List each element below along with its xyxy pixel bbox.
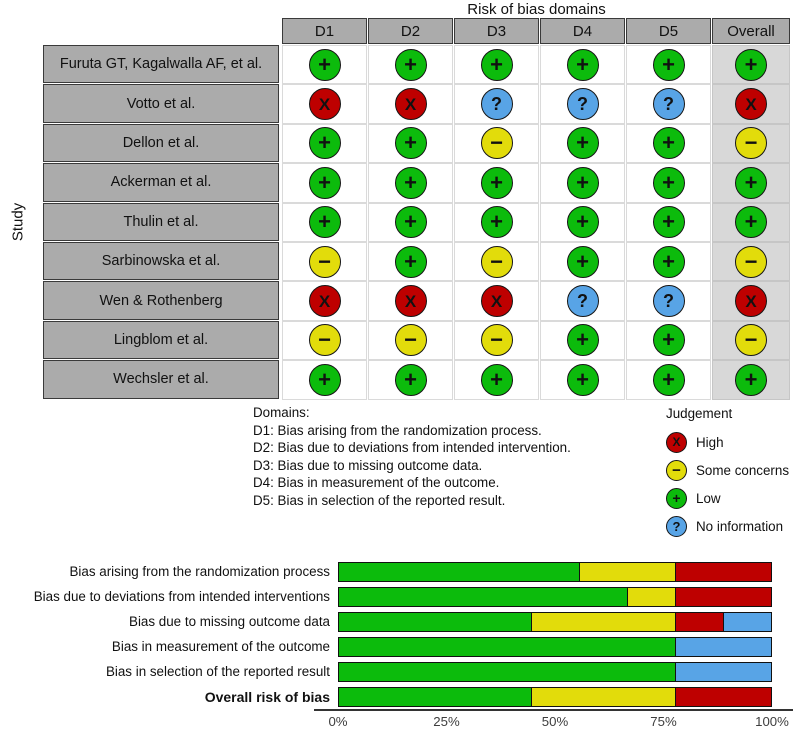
x-axis-tick-label: 100%: [755, 714, 789, 729]
judgement-symbol: ?: [663, 94, 674, 115]
judgement-cell: [626, 242, 711, 281]
judgement-symbol: +: [490, 51, 503, 77]
noinfo-judgement-circle: [653, 88, 685, 120]
low-judgement-circle: [481, 167, 513, 199]
low-judgement-circle: [567, 324, 599, 356]
low-judgement-circle: [395, 206, 427, 238]
judgement-symbol: +: [662, 248, 675, 274]
noinfo-judgement-circle: [567, 285, 599, 317]
low-legend-icon: [666, 488, 687, 509]
low-judgement-circle: [653, 167, 685, 199]
low-judgement-circle: [395, 49, 427, 81]
bar-category-label: Bias due to missing outcome data: [129, 614, 330, 629]
judgement-cell: [454, 124, 539, 163]
judgement-symbol: −: [744, 248, 758, 274]
judgement-symbol: +: [404, 366, 417, 392]
judgement-legend-items: [666, 428, 789, 540]
judgement-cell: [626, 124, 711, 163]
judgement-symbol: −: [490, 130, 503, 156]
judgement-symbol: +: [662, 169, 675, 195]
low-judgement-circle: [567, 49, 599, 81]
judgement-cell: [368, 242, 453, 281]
low-judgement-circle: [735, 167, 767, 199]
judgement-cell: [368, 360, 453, 399]
noinfo-judgement-circle: [567, 88, 599, 120]
judgement-legend-item: [666, 428, 789, 456]
judgement-cell: [712, 203, 790, 242]
bar-segment-concerns: [579, 563, 675, 581]
stacked-bar: [338, 587, 772, 607]
judgement-symbol: +: [672, 490, 681, 506]
judgement-symbol: X: [404, 291, 417, 311]
domains-legend-item: D4: Bias in measurement of the outcome.: [253, 475, 500, 490]
domains-legend-item: D5: Bias in selection of the reported result.: [253, 492, 506, 508]
judgement-cell: [454, 84, 539, 123]
judgement-cell: [368, 163, 453, 202]
bar-segment-low: [339, 613, 531, 631]
judgement-cell: [540, 45, 625, 84]
judgement-cell: [712, 321, 790, 360]
low-judgement-circle: [653, 127, 685, 159]
bar-category-label: Bias due to deviations from intended interventions: [33, 589, 330, 604]
judgement-legend-label: Low: [696, 490, 721, 506]
judgement-symbol: −: [490, 248, 503, 274]
judgement-symbol: X: [318, 291, 331, 311]
concerns-judgement-circle: [481, 127, 513, 159]
judgement-symbol: +: [490, 209, 503, 235]
judgement-symbol: −: [490, 327, 503, 353]
stacked-bar: [338, 612, 772, 632]
bar-segment-low: [339, 688, 531, 706]
stacked-bar: [338, 562, 772, 582]
x-axis-tick-label: 25%: [433, 714, 460, 729]
judgement-symbol: X: [745, 291, 757, 311]
high-judgement-circle: [395, 88, 427, 120]
judgement-symbol: +: [576, 130, 589, 156]
judgement-cell: [368, 203, 453, 242]
study-name: Thulin et al.: [43, 203, 279, 241]
concerns-judgement-circle: [735, 324, 767, 356]
bar-segment-noinfo: [675, 663, 771, 681]
low-judgement-circle: [395, 127, 427, 159]
bar-segment-concerns: [531, 688, 675, 706]
high-judgement-circle: [309, 88, 341, 120]
concerns-judgement-circle: [395, 324, 427, 356]
judgement-cell: [454, 360, 539, 399]
judgement-cell: [540, 360, 625, 399]
low-judgement-circle: [395, 167, 427, 199]
concerns-judgement-circle: [309, 324, 341, 356]
low-judgement-circle: [567, 246, 599, 278]
judgement-legend: [666, 406, 789, 540]
judgement-cell: [282, 84, 367, 123]
judgement-symbol: ?: [577, 94, 588, 115]
low-judgement-circle: [309, 364, 341, 396]
judgement-cell: [454, 321, 539, 360]
judgement-legend-title: Judgement: [666, 406, 733, 421]
judgement-symbol: X: [745, 94, 757, 114]
x-axis-tick-label: 50%: [541, 714, 569, 729]
domains-legend-item: D2: Bias due to deviations from intended intervention.: [253, 440, 571, 455]
study-name: Ackerman et al.: [43, 163, 279, 201]
judgement-cell: [712, 360, 790, 399]
judgement-cell: [368, 45, 453, 84]
low-judgement-circle: [653, 246, 685, 278]
judgement-cell: [626, 360, 711, 399]
concerns-judgement-circle: [735, 246, 767, 278]
judgement-symbol: −: [672, 461, 681, 479]
judgement-cell: [454, 242, 539, 281]
judgement-symbol: +: [576, 366, 589, 392]
judgement-symbol: +: [318, 366, 331, 392]
judgement-cell: [282, 242, 367, 281]
judgement-symbol: X: [672, 435, 681, 449]
study-name: Sarbinowska et al.: [43, 242, 279, 280]
judgement-cell: [712, 163, 790, 202]
judgement-cell: [712, 45, 790, 84]
judgement-cell: [626, 84, 711, 123]
judgement-cell: [540, 203, 625, 242]
study-name: Votto et al.: [43, 84, 279, 122]
judgement-symbol: +: [576, 327, 589, 353]
low-judgement-circle: [567, 167, 599, 199]
judgement-cell: [454, 163, 539, 202]
x-axis-tick-label: 0%: [328, 714, 348, 729]
judgement-symbol: +: [662, 51, 675, 77]
high-judgement-circle: [395, 285, 427, 317]
judgement-symbol: −: [744, 130, 758, 156]
high-legend-icon: [666, 432, 687, 453]
judgement-cell: [540, 124, 625, 163]
judgement-cell: [282, 124, 367, 163]
judgement-symbol: +: [662, 130, 675, 156]
judgement-symbol: +: [576, 169, 589, 195]
judgement-cell: [626, 321, 711, 360]
judgement-symbol: −: [404, 327, 417, 353]
bar-segment-low: [339, 563, 579, 581]
bar-category-label: Bias arising from the randomization process: [69, 564, 330, 579]
judgement-cell: [540, 321, 625, 360]
judgement-symbol: ?: [491, 94, 502, 115]
judgement-cell: [282, 321, 367, 360]
judgement-cell: [712, 124, 790, 163]
high-judgement-circle: [481, 285, 513, 317]
bar-category-label: Bias in selection of the reported result: [105, 664, 330, 679]
judgement-symbol: ?: [663, 291, 674, 312]
domains-legend-items: [253, 422, 571, 510]
column-header-d2: D2: [368, 18, 453, 44]
study-name: Dellon et al.: [43, 124, 279, 162]
judgement-symbol: +: [404, 209, 417, 235]
column-header-d4: D4: [540, 18, 625, 44]
judgement-symbol: +: [404, 130, 417, 156]
low-judgement-circle: [395, 364, 427, 396]
noinfo-judgement-circle: [653, 285, 685, 317]
judgement-cell: [712, 281, 790, 320]
judgement-cell: [540, 242, 625, 281]
noinfo-legend-icon: [666, 516, 687, 537]
high-judgement-circle: [735, 285, 767, 317]
low-judgement-circle: [653, 49, 685, 81]
study-axis-label: Study: [9, 202, 27, 242]
bar-category-label: Overall risk of bias: [204, 689, 330, 705]
domains-legend-title: Domains:: [253, 405, 310, 420]
concerns-judgement-circle: [481, 246, 513, 278]
judgement-grid: [282, 45, 790, 400]
low-judgement-circle: [735, 364, 767, 396]
low-judgement-circle: [653, 324, 685, 356]
low-judgement-circle: [735, 49, 767, 81]
x-axis-tick-label: 75%: [650, 714, 677, 729]
judgement-symbol: X: [318, 94, 331, 114]
low-judgement-circle: [309, 49, 341, 81]
bar-segment-low: [339, 588, 627, 606]
traffic-light-title: Risk of bias domains: [467, 1, 606, 18]
bar-segment-noinfo: [723, 613, 771, 631]
judgement-symbol: +: [318, 130, 331, 156]
judgement-cell: [540, 281, 625, 320]
domains-legend-item: D1: Bias arising from the randomization process.: [253, 422, 542, 438]
judgement-cell: [712, 242, 790, 281]
domains-legend: [253, 404, 571, 509]
judgement-cell: [368, 84, 453, 123]
high-judgement-circle: [309, 285, 341, 317]
study-name: Lingblom et al.: [43, 321, 279, 359]
judgement-cell: [282, 360, 367, 399]
low-judgement-circle: [653, 206, 685, 238]
low-judgement-circle: [481, 206, 513, 238]
low-judgement-circle: [653, 364, 685, 396]
column-header-d5: D5: [626, 18, 711, 44]
bar-segment-high: [675, 563, 771, 581]
stacked-bar: [338, 637, 772, 657]
judgement-symbol: −: [744, 327, 758, 353]
judgement-legend-label: No information: [696, 518, 784, 534]
judgement-symbol: +: [662, 327, 675, 353]
judgement-cell: [368, 321, 453, 360]
study-name: Wechsler et al.: [43, 360, 279, 398]
judgement-cell: [540, 163, 625, 202]
judgement-legend-item: [666, 484, 789, 512]
judgement-cell: [282, 163, 367, 202]
judgement-symbol: +: [490, 366, 503, 392]
judgement-legend-label: Some concerns: [696, 462, 790, 478]
study-name: Furuta GT, Kagalwalla AF, et al.: [43, 45, 279, 83]
bar-segment-noinfo: [675, 638, 771, 656]
bar-segment-concerns: [531, 613, 675, 631]
judgement-cell: [626, 281, 711, 320]
judgement-symbol: +: [662, 366, 675, 392]
low-judgement-circle: [481, 364, 513, 396]
judgement-cell: [282, 203, 367, 242]
judgement-symbol: +: [318, 209, 331, 235]
judgement-symbol: +: [318, 169, 331, 195]
judgement-cell: [368, 124, 453, 163]
column-header-overall: Overall: [712, 18, 790, 44]
judgement-symbol: +: [744, 366, 758, 392]
x-axis-line: [314, 709, 793, 711]
low-judgement-circle: [395, 246, 427, 278]
bar-segment-high: [675, 613, 723, 631]
judgement-symbol: +: [576, 248, 589, 274]
bar-segment-low: [339, 663, 675, 681]
judgement-symbol: −: [318, 327, 331, 353]
concerns-judgement-circle: [309, 246, 341, 278]
judgement-symbol: ?: [672, 518, 681, 534]
concerns-legend-icon: [666, 460, 687, 481]
judgement-symbol: +: [744, 169, 758, 195]
low-judgement-circle: [481, 49, 513, 81]
judgement-symbol: +: [404, 51, 417, 77]
judgement-cell: [454, 45, 539, 84]
bar-segment-high: [675, 688, 771, 706]
judgement-cell: [282, 45, 367, 84]
low-judgement-circle: [567, 206, 599, 238]
judgement-cell: [282, 281, 367, 320]
judgement-symbol: +: [576, 51, 589, 77]
noinfo-judgement-circle: [481, 88, 513, 120]
concerns-judgement-circle: [481, 324, 513, 356]
low-judgement-circle: [735, 206, 767, 238]
bar-segment-low: [339, 638, 675, 656]
judgement-symbol: X: [490, 291, 503, 311]
judgement-symbol: +: [744, 209, 758, 235]
bar-category-label: Bias in measurement of the outcome: [111, 639, 330, 654]
study-name-column: [43, 45, 279, 400]
high-judgement-circle: [735, 88, 767, 120]
judgement-cell: [454, 203, 539, 242]
judgement-cell: [626, 203, 711, 242]
domain-header-row: [282, 18, 790, 44]
low-judgement-circle: [309, 206, 341, 238]
low-judgement-circle: [309, 127, 341, 159]
judgement-legend-label: High: [696, 434, 724, 450]
study-name: Wen & Rothenberg: [43, 281, 279, 319]
judgement-symbol: +: [490, 169, 503, 195]
judgement-symbol: +: [404, 169, 417, 195]
judgement-symbol: ?: [577, 291, 588, 312]
judgement-symbol: +: [744, 51, 758, 77]
column-header-d1: D1: [282, 18, 367, 44]
judgement-cell: [626, 45, 711, 84]
low-judgement-circle: [567, 127, 599, 159]
judgement-legend-item: [666, 456, 789, 484]
judgement-cell: [626, 163, 711, 202]
judgement-legend-item: [666, 512, 789, 540]
judgement-symbol: −: [318, 248, 331, 274]
low-judgement-circle: [567, 364, 599, 396]
stacked-bar: [338, 687, 772, 707]
judgement-symbol: +: [662, 209, 675, 235]
bar-segment-concerns: [627, 588, 675, 606]
judgement-symbol: X: [404, 94, 417, 114]
judgement-cell: [454, 281, 539, 320]
stacked-bar: [338, 662, 772, 682]
column-header-d3: D3: [454, 18, 539, 44]
domains-legend-item: D3: Bias due to missing outcome data.: [253, 457, 483, 473]
judgement-symbol: +: [576, 209, 589, 235]
low-judgement-circle: [309, 167, 341, 199]
judgement-symbol: +: [318, 51, 331, 77]
bar-segment-high: [675, 588, 771, 606]
concerns-judgement-circle: [735, 127, 767, 159]
judgement-cell: [368, 281, 453, 320]
judgement-cell: [540, 84, 625, 123]
judgement-symbol: +: [404, 248, 417, 274]
judgement-cell: [712, 84, 790, 123]
